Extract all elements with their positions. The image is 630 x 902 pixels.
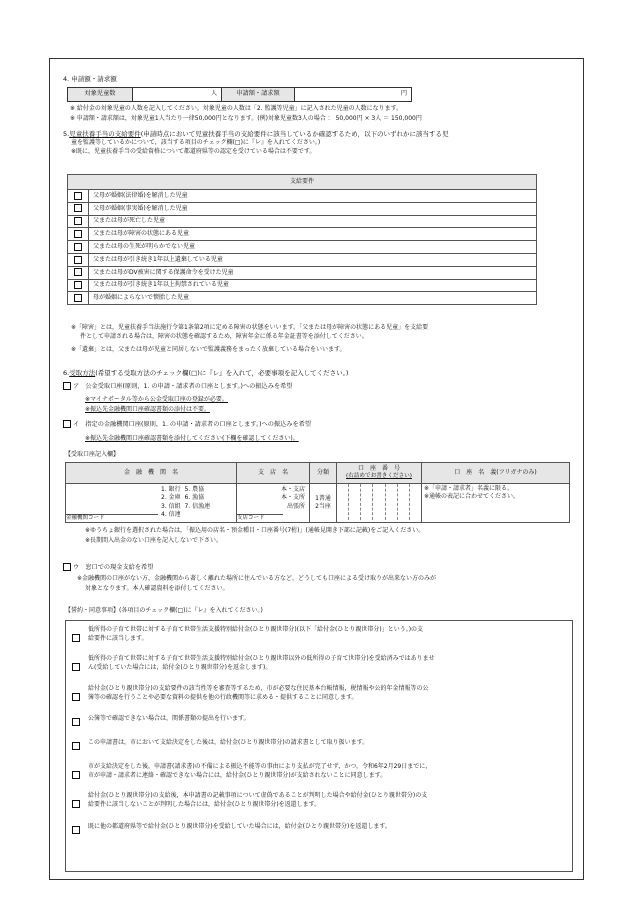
child-count-unit: 人	[210, 90, 217, 98]
col-bank-name: 金 融 機 関 名	[66, 463, 237, 484]
req-item-4: 父または母が障害の状態にある児童	[89, 228, 537, 241]
req-checkbox-6[interactable]	[74, 256, 82, 264]
s6-num: 6.	[63, 369, 70, 377]
amount-field[interactable]	[295, 88, 412, 102]
account-table	[65, 462, 570, 523]
col-account-type: 分類	[310, 463, 337, 484]
req-item-5: 父または母の生死が明らかでない児童	[89, 241, 537, 254]
s5-num: 5.	[63, 130, 70, 138]
s5-main: 児童扶養手当の支給要件	[69, 130, 141, 138]
col-branch-name: 支 店 名	[237, 463, 310, 484]
bank-type-4: 4. 信連	[161, 511, 181, 519]
consent-item-7: 給付金(ひとり親世帯分)の支給後，本申請書の記載事項について虚偽であることが判明した場合や給付金(ひとり親世帯分)の支 給要件に該当しないことが判明した場合には，給付金(ひとり親世帯分)を返還します。	[88, 792, 428, 808]
amount-unit: 円	[400, 90, 407, 98]
option-u-note-2: 対象となります。本人確認資料を添付してください。	[85, 585, 229, 592]
account-note-1: ※ゆうちょ銀行を選択された場合は，「振込用の店名・預金種目・口座番号(7桁)」(通帳見開き下部に記載)をご記入ください。	[85, 527, 425, 534]
account-type-cell[interactable]	[310, 484, 337, 523]
req-item-3: 父または母が死亡した児童	[89, 215, 537, 228]
s5-note-1: ※「障害」とは，児童扶養手当法施行令第1条第2項に定める障害の状態をいいます。「父または母が障害の状態にある児童」を支給要	[71, 324, 429, 331]
branch-type-1: 本・支店	[280, 486, 305, 493]
consent-checkbox-4[interactable]	[72, 718, 80, 726]
s5-intro-1: (申請時点において児童扶養手当の支給要件に該当しているか確認するため，以下のいずれかに該当する児	[140, 130, 449, 138]
branch-type-2: 本・支所	[280, 494, 305, 502]
s6-rest: (希望する受取方法のチェック欄(□)に『レ』を入れて，必要事項を記入してください。)	[95, 369, 349, 377]
consent-title: 【誓約・同意事項】(各項目のチェック欄(□)に『レ』を入れてください。)	[65, 607, 263, 614]
child-count-label: 対象児童数	[68, 88, 133, 102]
s5-intro-3: ※既に，児童扶養手当の受給資格について都道府県等の認定を受けている場合は不要です。	[71, 148, 316, 155]
form-page	[49, 58, 584, 880]
consent-checkbox-6[interactable]	[72, 771, 80, 779]
req-item-8: 父または母が引き続き1年以上拘禁されている児童	[89, 279, 537, 292]
s6-main: 受取方法	[69, 369, 96, 377]
consent-item-8: 既に他の都道府県等で給付金(ひとり親世帯分)を受給していた場合には，給付金(ひとり親世帯分)を返還します。	[88, 823, 391, 830]
option-u-checkbox[interactable]	[63, 563, 71, 571]
req-checkbox-8[interactable]	[74, 281, 82, 289]
section-4-title: 4. 申請額・請求額	[63, 75, 117, 83]
col-account-number	[337, 463, 422, 484]
section-5-title	[63, 130, 573, 139]
holder-note-2: ※通帳の表記に合わせてください。	[424, 493, 520, 501]
option-u-row	[63, 563, 153, 572]
consent-checkbox-8[interactable]	[72, 826, 80, 834]
req-checkbox-2[interactable]	[74, 204, 82, 212]
consent-item-6: 市が支給決定をした後，申請書(請求書)の不備による振込不能等の事由により支払が完了せず，かつ，令和6年2月29日までに， 市が申請・請求者に連絡・確認できない場合には，給付金(ひとり親世帯分)が支給されないことに同意します。	[88, 763, 432, 779]
branch-code-label: 支店コード	[237, 515, 265, 521]
requirements-table	[67, 174, 537, 305]
consent-checkbox-7[interactable]	[72, 800, 80, 808]
option-i-checkbox[interactable]	[63, 420, 71, 428]
account-note-2: ※長期間入出金のない口座を記入しないで下さい。	[85, 537, 223, 544]
branch-type-list	[281, 486, 305, 511]
branch-name-cell[interactable]	[237, 484, 310, 523]
s4-note-2: ※ 申請額・請求額は，対象児童1人当たり一律50,000円となります。(例)対象児童数3人の場合 ： 50,000円 × 3人 ＝ 150,000円	[70, 115, 422, 122]
consent-item-4: 公簿等で確認できない場合は，関係書類の提出を行います。	[88, 715, 250, 722]
option-a-label: ア 公金受取口座(原則，1. の申請・請求者の口座とします。)への振込みを希望	[72, 383, 293, 390]
consent-box	[65, 620, 573, 872]
bank-type-1: 1. 銀行	[161, 486, 181, 493]
col-account-number-sub: (右詰めでお書きください)	[346, 473, 412, 480]
col-account-holder: 口 座 名 義(フリガナのみ)	[422, 463, 570, 484]
req-item-1: 父母が婚姻(法律婚)を解消した児童	[89, 190, 537, 203]
requirements-header: 支給要件	[68, 175, 537, 190]
bank-type-7: 7. 信漁連	[184, 502, 211, 510]
holder-note-1: ※「申請・請求者」名義に限る。	[424, 485, 514, 492]
option-a-note-1: ※マイナポータル等から公金受取口座の登録が必要。	[85, 396, 228, 403]
req-checkbox-4[interactable]	[74, 230, 82, 238]
req-item-2: 父母が婚姻(事実婚)を解消した児童	[89, 202, 537, 215]
s4-note-1: ※ 給付金の対象児童の人数を記入してください。対象児童の人数は「2. 監護等児童」に記入された児童の人数になります。	[70, 105, 403, 112]
consent-checkbox-1[interactable]	[72, 634, 80, 642]
option-a-note-2: ※振込先金融機関口座確認書類の添付は不要。	[85, 406, 211, 413]
option-a-row	[63, 382, 292, 391]
consent-item-3: 給付金(ひとり親世帯分)の支給要件の該当性等を審査等するため，市が必要な住民基本台帳情報，税情報や公的年金情報等の公 簿等の確認を行うことや必要な資料の提供を他の行政機関等に求める・提供することに同意します。	[88, 685, 429, 701]
child-count-field[interactable]	[133, 88, 222, 102]
req-checkbox-7[interactable]	[74, 268, 82, 276]
option-a-checkbox[interactable]	[63, 382, 71, 390]
consent-checkbox-2[interactable]	[72, 663, 80, 671]
bank-name-cell[interactable]	[66, 484, 237, 523]
bank-type-5: 5. 農協	[184, 486, 205, 493]
req-checkbox-9[interactable]	[74, 294, 82, 302]
option-i-label: イ 指定の金融機関口座(原則，1. の申請・請求者の口座とします。)への振込みを希望	[72, 421, 312, 428]
req-item-7: 父または母がDV被害に関する保護命令を受けた児童	[89, 266, 537, 279]
s5-note-3: ※「遺棄」とは，父または母が児童と同居しないで監護義務をまったく放棄している場合をいいます。	[71, 346, 346, 353]
bank-type-6: 6. 漁協	[184, 494, 205, 502]
bank-type-3: 3. 信組	[161, 502, 181, 510]
amount-table	[67, 87, 412, 102]
consent-checkbox-3[interactable]	[72, 693, 80, 701]
req-checkbox-5[interactable]	[74, 243, 82, 251]
option-u-label: ウ 窓口での現金支給を希望	[72, 564, 154, 571]
s5-intro-2: 童を監護等しているかについて，該当する項目のチェック欄(□)に『レ』を入れてください。)	[71, 139, 321, 146]
consent-checkbox-5[interactable]	[72, 742, 80, 750]
req-item-6: 父または母が引き続き1年以上遺棄している児童	[89, 253, 537, 266]
req-checkbox-3[interactable]	[74, 217, 82, 225]
req-checkbox-1[interactable]	[74, 192, 82, 200]
branch-code-box	[237, 514, 283, 522]
bank-code-label: 金融機関コード	[66, 515, 105, 521]
section-6-title	[63, 369, 348, 378]
consent-item-1: 低所得の子育て世帯に対する子育て世帯生活支援特別給付金(ひとり親世帯分)(以下「給付金(ひとり親世帯分)」という。)の支 給要件に該当します。	[88, 626, 424, 642]
amount-label: 申請額・請求額	[222, 88, 295, 102]
col-account-number-label: 口 座 番 号	[357, 465, 400, 473]
account-type-2: 2当座	[315, 503, 331, 510]
bank-type-2: 2. 金庫	[161, 494, 181, 502]
req-item-9: 母が婚姻によらないで懐胎した児童	[89, 292, 537, 305]
consent-item-2: 低所得の子育て世帯に対する子育て世帯生活支援特別給付金(ひとり親世帯以外の低所得の子育て世帯分)を受給済みではありませ ん(受給していた場合には，給付金(ひとり親世帯分)を返金します)。	[88, 655, 435, 671]
account-holder-cell[interactable]	[422, 484, 570, 523]
branch-type-3: 出張所	[286, 502, 305, 510]
consent-item-5: この申請書は，市において支給決定をした後は，給付金(ひとり親世帯分)の請求書として取り扱います。	[88, 739, 369, 746]
bank-code-box	[66, 514, 158, 522]
bank-type-list	[161, 486, 210, 520]
s5-note-2: 件として申請される場合は，障害の状態を確認するため，障害年金に係る年金証書等を添付してください。	[80, 333, 368, 340]
option-u-note-1: ※金融機関の口座がない方，金融機関から著しく離れた場所に住んでいる方など，どうしても口座による受け取りが出来ない方のみが	[77, 575, 437, 582]
account-type-1: 1普通	[315, 494, 331, 502]
account-section-title: 【受取口座記入欄】	[65, 451, 120, 458]
option-i-note: ※振込先金融機関口座確認書類を添付してください(下欄を確認してください)。	[85, 435, 299, 442]
account-number-cell[interactable]	[337, 484, 422, 523]
option-i-row	[63, 420, 311, 429]
